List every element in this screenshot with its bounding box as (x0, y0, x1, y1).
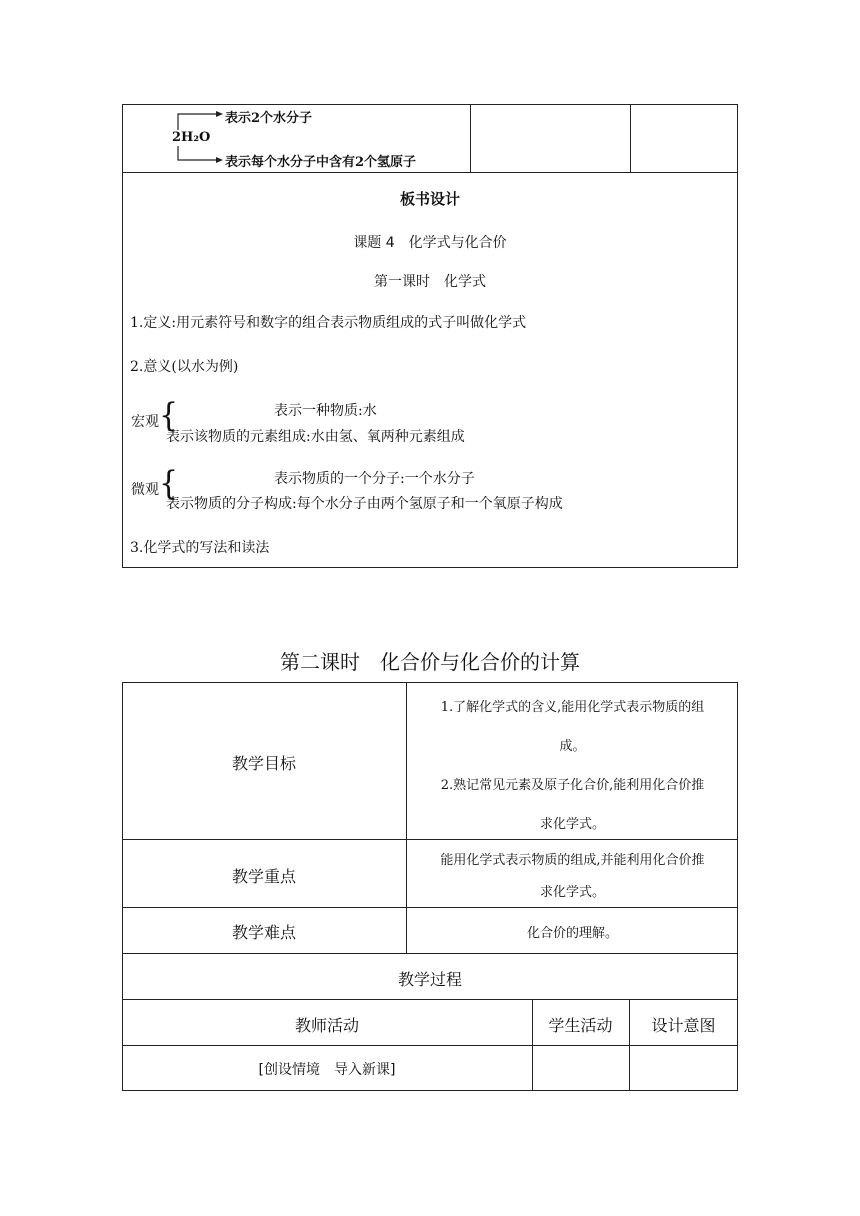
meaning-title: 2.意义(以水为例) (130, 359, 239, 375)
micro-line-1: 表示物质的一个分子:一个水分子 (274, 471, 475, 487)
divider (122, 907, 738, 908)
micro-line-2: 表示物质的分子构成:每个水分子由两个氢原子和一个氧原子构成 (166, 496, 563, 512)
meaning-bottom-text: 表示每个水分子中含有2个氢原子 (225, 155, 417, 170)
divider (470, 104, 471, 172)
divider (630, 104, 631, 172)
divider (122, 953, 738, 954)
macro-line-1: 表示一种物质:水 (274, 403, 377, 419)
goals-line-3: 2.熟记常见元素及原子化合价,能利用化合价推 (440, 778, 705, 793)
divider (122, 172, 738, 173)
design-intent-header: 设计意图 (651, 1016, 716, 1035)
definition-text: 1.定义:用元素符号和数字的组合表示物质组成的式子叫做化学式 (130, 315, 527, 331)
meaning-top-text: 表示2个水分子 (225, 111, 313, 126)
goals-line-2: 成。 (559, 739, 586, 754)
brace-icon: { (159, 396, 179, 435)
key-points-line-1: 能用化学式表示物质的组成,并能利用化合价推 (440, 853, 705, 868)
board-design-heading: 板书设计 (399, 190, 460, 208)
difficulty-label: 教学难点 (231, 923, 296, 942)
writing-title: 3.化学式的写法和读法 (130, 540, 270, 556)
lesson-title: 第一课时 化学式 (374, 274, 486, 290)
process-heading: 教学过程 (397, 970, 462, 989)
topic-title: 课题 4 化学式与化合价 (353, 235, 507, 251)
teacher-activity-header: 教师活动 (294, 1016, 359, 1035)
brace-icon: { (159, 464, 179, 503)
macro-line-2: 表示该物质的元素组成:水由氢、氧两种元素组成 (166, 429, 465, 445)
divider (122, 839, 738, 840)
goals-label: 教学目标 (231, 754, 296, 773)
intro-step-text: [创设情境 导入新课] (258, 1062, 396, 1078)
difficulty-text: 化合价的理解。 (526, 926, 618, 941)
formula-label: 2H₂O (172, 130, 211, 145)
divider (122, 1045, 738, 1046)
goals-line-1: 1.了解化学式的含义,能用化学式表示物质的组 (440, 700, 705, 715)
section-title: 第二课时 化合价与化合价的计算 (280, 650, 580, 674)
goals-line-4: 求化学式。 (539, 817, 605, 832)
micro-label: 微观 (131, 482, 159, 498)
key-points-line-2: 求化学式。 (539, 885, 605, 900)
student-activity-header: 学生活动 (548, 1016, 613, 1035)
divider (122, 999, 738, 1000)
key-points-label: 教学重点 (231, 867, 296, 886)
macro-label: 宏观 (131, 414, 159, 430)
